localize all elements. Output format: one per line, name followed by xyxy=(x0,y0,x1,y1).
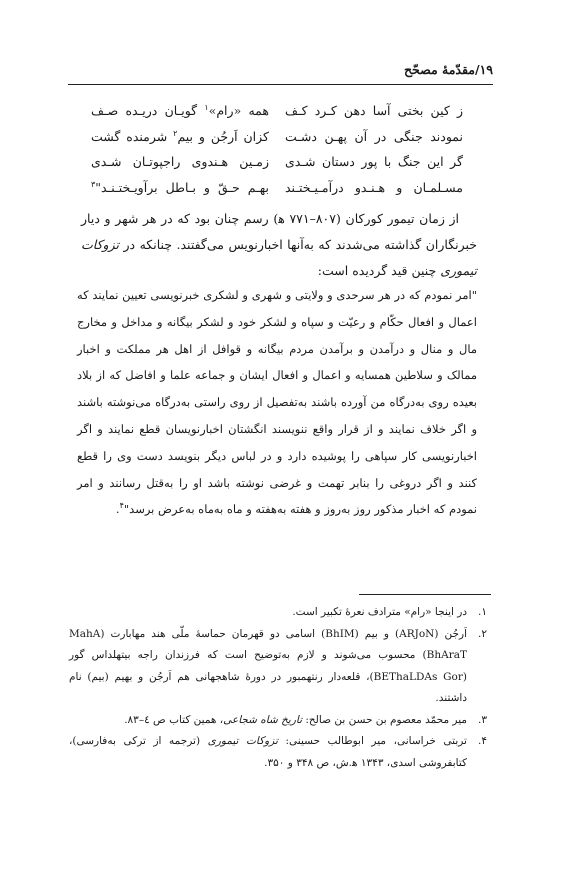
verse-4-first-hemistich: مسـلمـان و هـنـدو درآمـیـختـند xyxy=(285,179,463,195)
verse-1-first-hemistich: ز کین بختی آسا دهن کـرد کـف xyxy=(285,103,463,118)
poem-verse-4 xyxy=(91,175,463,201)
running-header xyxy=(68,62,493,85)
footnote-text: (ترجمه از ترکی به‌فارسی)، کتابفروشی اسدی، ۱۳۴۳ ه‍.ش، ص ۳۴۸ و ۳۵۰. xyxy=(69,735,467,769)
paragraph-text-end: چنین قید گردیده است: xyxy=(317,263,441,278)
poem-block xyxy=(91,98,463,200)
verse-2-first-hemistich: نمودند جنگی در آن پهـن دشـت xyxy=(285,128,463,144)
verse-3-second-hemistich: زمـین هـندوی راجپوتـان شـدی xyxy=(91,154,269,169)
footnote-italic-title: تاریخ شاه شجاعی xyxy=(223,713,303,726)
footnote-italic-title: تزوکات تیموری xyxy=(207,735,278,747)
poem-verse-3 xyxy=(91,149,463,175)
verse-4-second-hemistich: بهـم حـقّ و بـاطل برآویـختـنـد"$^۳$ xyxy=(91,179,269,195)
footnote-2 xyxy=(69,624,487,710)
footnote-number: ۳. xyxy=(478,713,487,726)
footnote-3 xyxy=(69,710,487,732)
footnote-number: ۱. xyxy=(478,606,487,618)
footnote-number: ۲. xyxy=(478,627,487,640)
quotation-block: "امر نمودم که در هر سرحدی و ولایتی و شهری و لشکری خبرنویسی تعیین نمایند که اعمال و افعال حکّام و رعیّت و سپاه و لشکر خود و لشکر بیگانه و مداخل و مخارج مال و منال و درآمدن و برآمدن مردم بیگانه و قوافل از اهل هر مملکت و اخبار ممالک و سلاطین همسایه و اعمال و افعال ایشان و جماعه علما و افاضل که از بلاد بعیده روی به‌درگاه من آورده باشند به‌تفصیل از روی راستی به‌درگاه می‌نوشته باشند و اگر خلاف نمایند و از قرار واقع ننویسند انگشتان اخبارنویسان قطع نمایند و اگر اخبارنویسی کار سپاهی را پوشیده دارد و در لباس دیگر بنویسد دست وی را قطع کنند و اگر دروغی را بنابر تهمت و غرضی نوشته باشد او را به‌قتل رسانند و امر نمودم که اخبار مذکور روز به‌روز و هفته به‌هفته و ماه به‌ماه به‌عرض برسد"$^۴$. xyxy=(77,288,477,517)
verse-2-second-hemistich: کزان اَرجُن و بیم$^۲$ شرمنده گشت xyxy=(91,128,270,144)
paragraph-text: از زمان تیمور کورکان (۸۰۷–۷۷۱ ه‍) رسم چنان بود که در هر شهر و دیار خبرنگاران گذاشته می‌شدند که به‌آنها اخبارنویس می‌گفتند. چنانکه در xyxy=(81,211,478,252)
verse-1-second-hemistich: همه «رام»$^۱$ گویـان دریـده صـف xyxy=(91,102,269,118)
footnote-number: ۴. xyxy=(478,735,487,747)
footnote-separator xyxy=(359,594,491,595)
quotation-text: "امر نمودم که در هر سرحدی و ولایتی و شهری و لشکری خبرنویسی تعیین نمایند که اعمال و افعال حکّام و رعیّت و سپاه و لشکر خود و لشکر بیگانه و مداخل و مخارج مال و منال و درآمدن و برآمدن مردم بیگانه و قوافل از اهل هر مملکت و اخبار ممالک و سلاطین همسایه و اعمال و افعال ایشان و جماعه علما و افاضل که از بلاد بعیده روی به‌درگاه من آورده باشند به‌تفصیل از روی راستی به‌درگاه می‌نوشته باشند و اگر خلاف نمایند و از قرار واقع ننویسند انگشتان اخبارنویسان قطع نمایند و اگر اخبارنویسی کار سپاهی را پوشیده دارد و در لباس دیگر بنویسد دست وی را قطع کنند و اگر دروغی را بنابر تهمت و غرضی نوشته باشد او را به‌قتل رسانند و امر نمودم که اخبار مذکور روز به‌روز و هفته به‌هفته و ماه به‌ماه به‌عرض برسد" xyxy=(77,288,477,517)
book-title-italic: تزوکات تیموری xyxy=(81,237,477,278)
poem-verse-2 xyxy=(91,124,463,150)
footnote-ref-1: ۱ xyxy=(204,102,209,112)
footnote-1 xyxy=(69,602,487,624)
poem-verse-1 xyxy=(91,98,463,124)
footnotes-section xyxy=(69,602,487,774)
page-number-and-section-title: ۱۹/مقدّمهٔ مصحّح xyxy=(403,62,493,77)
footnote-ref-3: ۳ xyxy=(91,179,96,189)
footnote-text: میر محمّد معصوم بن حسن بن صالح: xyxy=(302,713,467,726)
footnote-ref-4: ۴ xyxy=(119,501,124,511)
footnote-ref-2: ۲ xyxy=(173,128,178,138)
footnote-text: در اینجا «رام» مترادف نعرهٔ تکبیر است. xyxy=(292,606,467,618)
body-paragraph xyxy=(81,206,477,284)
footnote-text: تربتی خراسانی، میر ابوطالب حسینی: xyxy=(277,735,467,747)
footnote-text: اَرجُن (ARJoN) و بیم (BhIM) اسامی دو قهرمان حماسهٔ ملّی هند مهابارت (MahA BhAraT) محسوب می‌شوند و لازم به‌توضیح است که فرزندان راجه بیتهلداس گور (BEThaLDAs Gor)، قلعه‌دار رنتهمبور در دورهٔ شاهجهانی هم اَرجُن و بهیم (بیم) نام داشتند. xyxy=(69,627,467,704)
footnote-4 xyxy=(69,731,487,774)
verse-3-first-hemistich: گر این جنگ با پور دستان شـدی xyxy=(285,154,463,169)
footnote-text: ، همین کتاب ص ٤–٨٣. xyxy=(124,713,224,726)
